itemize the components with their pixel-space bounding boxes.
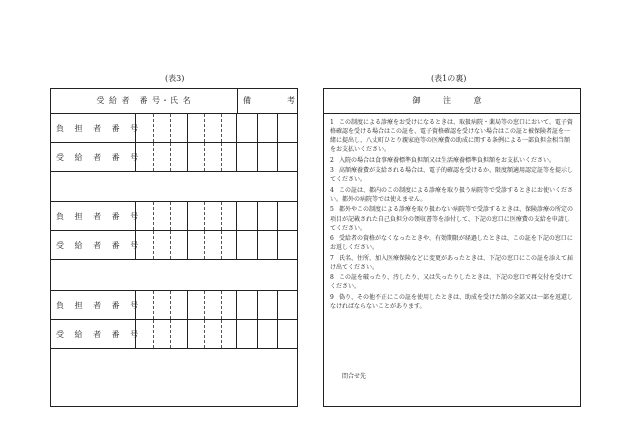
row-label: 負 担 者 番 号 (56, 212, 143, 221)
note-number: 9 (330, 293, 334, 301)
note-number: 6 (330, 235, 334, 243)
note-number: 2 (330, 156, 334, 164)
note-number: 4 (330, 186, 334, 194)
note-text: 受給者の資格がなくなったときや、有効期限が経過したときは、この証を下記の窓口にお返しください。 (330, 235, 573, 252)
note-number: 3 (330, 167, 334, 175)
header-recipient-number-name: 受 給 者 番 号・氏 名 (51, 89, 238, 113)
note-number: 8 (330, 274, 334, 282)
table-row (51, 320, 297, 349)
list-item (330, 205, 574, 232)
note-number: 1 (330, 119, 334, 126)
list-item (330, 118, 574, 154)
row-label: 受 給 者 番 号 (56, 153, 143, 162)
notes-title: 御 注 意 (324, 89, 580, 114)
note-text: 高額療養費が支給される場合は、電子的確認を受けるか、限度額適用認定証等を提示してください。 (330, 167, 574, 184)
digit-cells (135, 202, 237, 231)
row-label: 受 給 者 番 号 (56, 330, 143, 339)
note-text: 偽り、その他不正にこの証を使用したときは、助成を受けた額の全部又は一部を返還しなければならないことがあります。 (330, 293, 574, 310)
header-remarks-b: 考 (287, 96, 295, 105)
table-row (51, 291, 297, 320)
digit-cells (135, 143, 237, 172)
note-text: この証は、都内のこの制度による診療を取り扱う病院等で受診するときにお使いください。都外の病院等では使えません。 (330, 186, 574, 203)
digit-cells (135, 231, 237, 260)
left-caption: (表3) (165, 74, 185, 83)
note-number: 5 (330, 206, 334, 214)
remarks-cell (237, 291, 298, 320)
digit-cells (135, 291, 237, 320)
right-caption: (表1の裏) (431, 74, 467, 83)
remarks-cell (237, 320, 298, 349)
list-item (330, 293, 574, 311)
row-label: 負 担 者 番 号 (56, 124, 143, 133)
notes-list (330, 118, 574, 312)
list-item (330, 254, 574, 272)
recipient-number-table (50, 88, 298, 407)
list-item (330, 166, 574, 184)
digit-cells (135, 320, 237, 349)
list-item (330, 186, 574, 204)
header-remarks (237, 89, 298, 113)
table-row (51, 143, 297, 172)
note-text: この制度による診療をお受けになるときは、取扱病院・薬局等の窓口において、電子資格確認を受ける場合はこの証を、電子資格確認を受けない場合はこの証と被保険者証を一緒に提出し、八丈町ひとり親家庭等の医療費の助成に関する条例による一部負担金相当額をお支払いください。 (330, 119, 573, 154)
list-item (330, 234, 574, 252)
table-row (51, 202, 297, 231)
remarks-cell (237, 143, 298, 172)
row-label: 受 給 者 番 号 (56, 241, 143, 250)
header-remarks-a: 備 (243, 96, 251, 105)
remarks-cell (237, 114, 298, 143)
list-item (330, 273, 574, 291)
remarks-cell (237, 202, 298, 231)
table-row (51, 114, 297, 143)
list-item (330, 156, 574, 165)
row-label: 負 担 者 番 号 (56, 301, 143, 310)
name-space (51, 172, 297, 202)
notes-sheet (323, 88, 581, 407)
name-space (51, 260, 297, 291)
note-text: 入院の場合は食事療養標準負担額又は生活療養標準負担額をお支払いください。 (339, 156, 556, 164)
note-text: この証を破ったり、汚したり、又は失ったりしたときは、下記の窓口で再交付を受けてください。 (330, 274, 574, 291)
remarks-cell (237, 231, 298, 260)
note-text: 氏名、住所、加入医療保険などに変更があったときは、下記の窓口にこの証を添えて届け出てください。 (330, 254, 573, 271)
contact-label: 問合せ先 (342, 373, 367, 380)
table-header (51, 89, 297, 114)
digit-cells (135, 114, 237, 143)
note-number: 7 (330, 254, 334, 262)
table-row (51, 231, 297, 260)
note-text: 都外やこの制度による診療を取り扱わない病院等で受診するときは、保険診療の所定の項目が記載された自己負担分の領収書等を添付して、下記の窓口に医療費の支給を申請してください。 (330, 206, 574, 232)
